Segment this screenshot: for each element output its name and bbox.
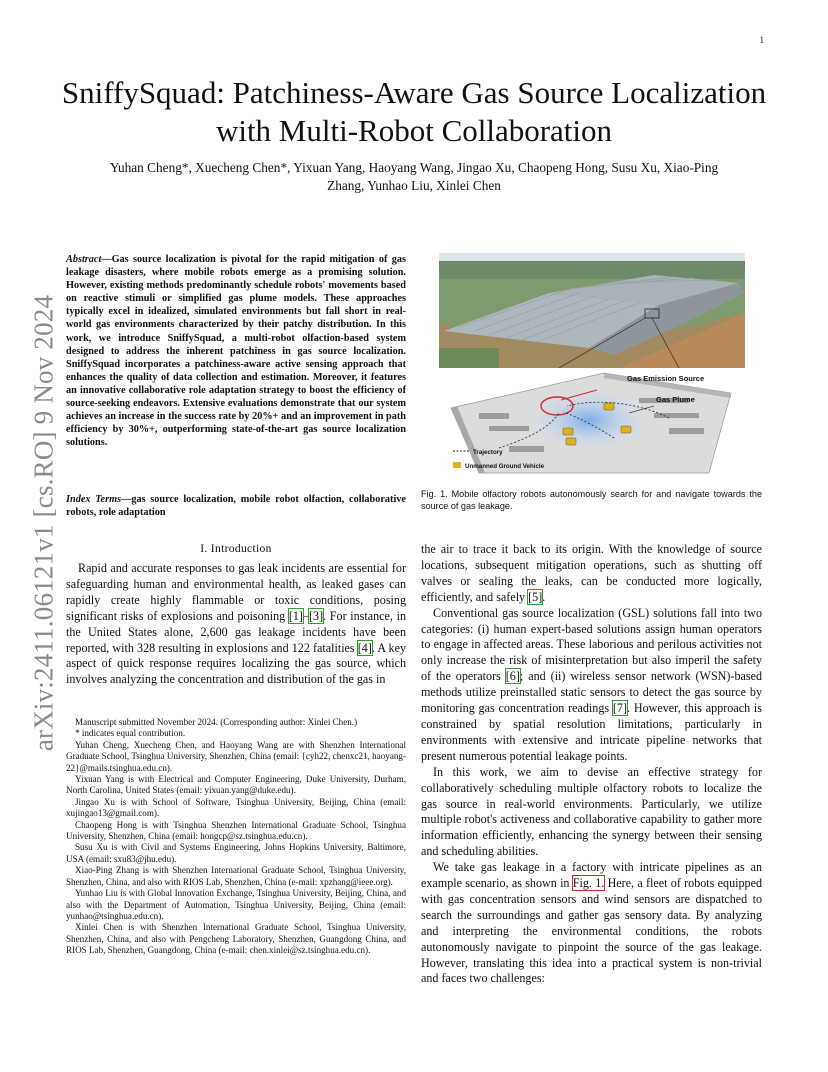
footnotes bbox=[66, 717, 406, 957]
label-gas-emission-source: Gas Emission Source bbox=[627, 374, 705, 383]
arxiv-identifier bbox=[22, 288, 66, 758]
citation-link[interactable]: [7] bbox=[612, 701, 628, 716]
footnote: Yunhao Liu is with Global Innovation Exchange, Tsinghua University, Beijing, China, and also with the Department of Automation, Tsinghua University, Beijing, China (email: yunhao@tsinghua.edu.cn). bbox=[66, 888, 406, 921]
footnote: Yixuan Yang is with Electrical and Computer Engineering, Duke University, Durham, North Carolina, United States (email: yixuan.yang@duke.edu). bbox=[66, 774, 406, 796]
text-span: the air to trace it back to its origin. With the knowledge of source locations, subsequent mitigation operations, such as shutting off valves or sealing the leaks, can be conducted more logically, efficiently, and safely bbox=[421, 542, 762, 604]
text-span: We take gas leakage in a factory with intricate pipelines as an example scenario, as shown in bbox=[421, 860, 762, 891]
citation-link[interactable]: [3] bbox=[309, 608, 324, 623]
intro-text-3: . A key aspect of quick response requires localizing the gas source, which involves analyzing the concentration and distribution of the gas in bbox=[66, 640, 407, 687]
paragraph bbox=[421, 606, 762, 765]
arxiv-identifier-text: arXiv:2411.06121v1 [cs.RO] 9 Nov 2024 bbox=[28, 294, 59, 752]
index-terms-lead: Index Terms bbox=[66, 494, 122, 505]
paragraph bbox=[421, 860, 762, 987]
footnote: Xiao-Ping Zhang is with Shenzhen International Graduate School, Tsinghua University, Shenzhen, China, and also with RIOS Lab, Shenzhen, China (e-mail: xpzhang@ieee.org). bbox=[66, 865, 406, 887]
paragraph: In this work, we aim to devise an effective strategy for collaboratively scheduling multiple olfactory robots to localize the gas source in real-world environments. Particularly, we utilize multiple robot's activeness and collaborative capability to gather more information efficiently, enhancing the synergy between their sensing and scheduling abilities. bbox=[421, 764, 762, 859]
intro-dash: – bbox=[302, 608, 310, 623]
footnote: Susu Xu is with Civil and Systems Engineering, Johns Hopkins University, Baltimore, USA (email: sxu83@jhu.edu). bbox=[66, 842, 406, 864]
abstract-lead: Abstract bbox=[66, 254, 102, 265]
section-heading: I. Introduction bbox=[200, 542, 272, 555]
factory-aerial-photo bbox=[439, 253, 745, 368]
text-span: . However, this approach is constrained by spatial resolution limitations, particularly in environments with extensive and intricate pipeline networks that present numerous potential leakage points. bbox=[421, 701, 763, 763]
text-span: Here, a fleet of robots equipped with gas concentration sensors and wind sensors are dispatched to search the surroundings and gather gas sensory data. By analyzing and interpreting the environmental conditions, the robots autonomously navigate to pinpoint the source of the gas leakage. However, translating this idea into a practical system is non-trivial and faces two challenges: bbox=[421, 876, 762, 986]
footnote: Chaopeng Hong is with Tsinghua Shenzhen International Graduate School, Tsinghua University, Shenzhen, China (email: hongcp@sz.tsinghua.edu.cn). bbox=[66, 819, 406, 842]
text-span: ; and (ii) wireless sensor network (WSN)-based methods utilize preinstalled static sensors to detect the gas source by monitoring gas concentration readings bbox=[421, 669, 762, 716]
abstract-text: —Gas source localization is pivotal for the rapid mitigation of gas leakage disasters, where mobile robots emerge as a promising solution. However, existing methods predominantly schedule robots' movements based on reactive stimuli or simplified gas plume models. These approaches typically excel in idealized, simulated environments but fall short in real-world gas environments characterized by their patchy distribution. In this work, we introduce SniffySquad, a multi-robot olfaction-based system designed to address the inherent patchiness in gas source localization. SniffySquad incorporates a patchiness-aware active sensing approach that enhances the quality of data collection and estimation. Moreover, it features an innovative collaborative role adaptation strategy to boost the efficiency of source-seeking endeavors. Extensive evaluations demonstrate that our system achieves an increase in the success rate by 20%+ and an improvement in path efficiency by 30%+, outperforming state-of-the-art gas source localization solutions. bbox=[66, 254, 406, 449]
footnote: Yuhan Cheng, Xuecheng Chen, and Haoyang Wang are with Shenzhen International Graduate School, Tsinghua University, Shenzhen, China (email: {cyh22, chenxc21, haoyang-22}@mails.tsinghua.edu.cn). bbox=[66, 739, 406, 773]
index-terms bbox=[66, 493, 406, 519]
text-span: Conventional gas source localization (GSL) solutions fall into two categories: (i) human expert-based solutions assign human operators to engage in affected areas. These laborious and perilous activities not only increase the risk of misinterpretation but also imperil the safety of the operators bbox=[421, 605, 762, 684]
footnote: Jingao Xu is with School of Software, Tsinghua University, Beijing, China (email: xujingao13@gmail.com). bbox=[66, 796, 406, 819]
intro-text-1: Rapid and accurate responses to gas leak incidents are essential for safeguarding human and environmental health, as leaked gases can rapidly create highly flammable or toxic conditions, posing significant risks of explosions and poisoning bbox=[66, 561, 406, 623]
figure-caption: Fig. 1. Mobile olfactory robots autonomously search for and navigate towards the source of gas leakage. bbox=[421, 489, 762, 512]
index-terms-text: —gas source localization, mobile robot olfaction, collaborative robots, role adaptation bbox=[66, 494, 406, 519]
gas-leak-schematic bbox=[439, 368, 745, 478]
citation-link[interactable]: [1] bbox=[288, 608, 303, 623]
intro-text bbox=[66, 561, 406, 688]
author-list: Yuhan Cheng*, Xuecheng Chen*, Yixuan Yang, Haoyang Wang, Jingao Xu, Chaopeng Hong, Susu Xu, Xiao-Ping Zhang, Yunhao Liu, Xinlei Chen bbox=[109, 160, 719, 193]
footnote: Manuscript submitted November 2024. (Corresponding author: Xinlei Chen.) bbox=[75, 717, 358, 727]
text-span: . bbox=[542, 589, 546, 604]
citation-link[interactable]: [4] bbox=[357, 640, 372, 655]
citation-link[interactable]: [5] bbox=[528, 589, 543, 604]
legend-ugv: Unmanned Ground Vehicle bbox=[465, 463, 545, 470]
paragraph-continuation bbox=[421, 542, 762, 606]
paper-title: SniffySquad: Patchiness-Aware Gas Source Localization with Multi-Robot Collaboration bbox=[61, 75, 767, 148]
intro-text-2: . For instance, in the United States alone, 2,600 gas leakage incidents have been reported, with 328 resulting in explosions and 122 fatalities bbox=[66, 608, 406, 655]
abstract bbox=[66, 253, 406, 449]
intro-paragraph bbox=[66, 561, 406, 688]
footnote: Xinlei Chen is with Shenzhen International Graduate School, Tsinghua University, Shenzhen, China, and also with Pengcheng Laboratory, Shenzhen, Guangdong China, and RIOS Lab, Shenzhen, Guangdong, China (e-mail: chen.xinlei@sz.tsinghua.edu.cn). bbox=[66, 922, 406, 956]
label-gas-plume: Gas Plume bbox=[656, 395, 695, 404]
footnote: * indicates equal contribution. bbox=[75, 728, 186, 739]
page-number: 1 bbox=[759, 35, 764, 45]
legend-trajectory: Trajectory bbox=[473, 449, 503, 456]
figure-1 bbox=[439, 253, 745, 478]
figure-reference-link[interactable]: Fig. 1. bbox=[572, 876, 605, 891]
right-column-text bbox=[421, 542, 762, 987]
citation-link[interactable]: [6] bbox=[505, 669, 520, 684]
